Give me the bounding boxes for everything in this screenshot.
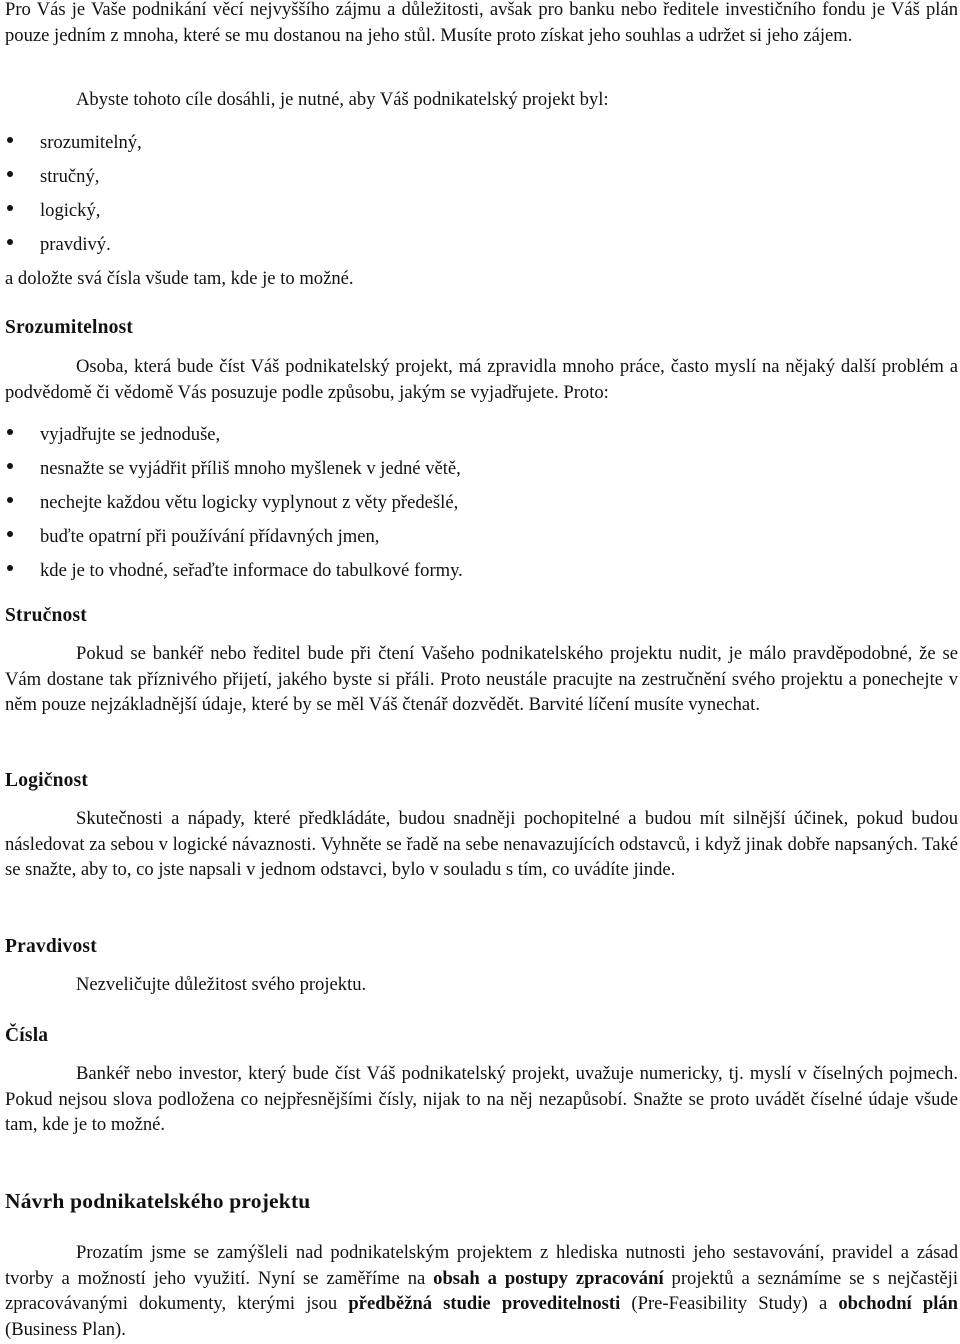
heading-srozumitelnost: Srozumitelnost [5,317,134,338]
navrh-text-2: projektů a seznámíme se s nejčastěji zpracovávanými dokumenty, kterými jsou [5,1267,958,1314]
navrh-bold-2: předběžná studie proveditelnosti [348,1293,621,1314]
navrh-text-3: (Pre-Feasibility Study) a [620,1293,839,1314]
list-item: logický, [0,194,142,228]
list-item: pravdivý. [0,228,142,262]
heading-strucnost: Stručnost [5,605,87,626]
heading-navrh: Návrh podnikatelského projektu [5,1189,311,1213]
navrh-bold-1: obsah a postupy zpracování [433,1267,664,1289]
logicnost-paragraph: Skutečnosti a nápady, které předkládáte, budou snadněji pochopitelné a budou mít silnější účinek, pokud budou následovat za sebou v logické návaznosti. Vyhněte se řadě na sebe nenavazujících odstavců, i když jinak dobře napsaných. Také se snažte, aby to, co jste napsali v jednom odstavci, bylo v souladu s tím, co uvádíte jinde. [5,808,958,880]
list-item: nechejte každou větu logicky vyplynout z věty předešlé, [0,486,463,520]
pravdivost-paragraph: Nezveličujte důležitost svého projektu. [76,974,367,995]
list-item: stručný, [0,160,142,194]
intro-bullet-list [0,126,142,262]
list-item: kde je to vhodné, seřaďte informace do tabulkové formy. [0,554,463,588]
cisla-paragraph: Bankéř nebo investor, který bude číst Váš podnikatelský projekt, uvažuje numericky, tj. myslí v číselných pojmech. Pokud nejsou slova podložena co nejpřesnějšími čísly, nijak to na něj nezapůsobí. Snažte se proto uvádět číselné údaje všude tam, kde je to možné. [5,1063,958,1135]
list-item: nesnažte se vyjádřit příliš mnoho myšlenek v jedné větě, [0,452,463,486]
navrh-paragraph [5,1240,958,1342]
intro-lead: Abyste tohoto cíle dosáhli, je nutné, aby Váš podnikatelský projekt byl: [76,89,609,110]
intro-tail: a doložte svá čísla všude tam, kde je to možné. [5,268,354,289]
srozumitelnost-bullet-list [0,418,463,588]
srozumitelnost-paragraph: Osoba, která bude číst Váš podnikatelský projekt, má zpravidla mnoho práce, často myslí na nějaký další problém a podvědomě či vědomě Vás posuzuje podle způsobu, jakým se vyjadřujete. Proto: [5,356,958,403]
navrh-text-4: (Business Plan). [5,1318,126,1340]
list-item: buďte opatrní při používání přídavných jmen, [0,520,463,554]
list-item: srozumitelný, [0,126,142,160]
navrh-text-1: Prozatím jsme se zamýšleli nad podnikatelským projektem z hlediska nutnosti jeho sestavování, pravidel a zásad tvorby a možností jeho využití. Nyní se zaměříme na [5,1242,958,1289]
heading-logicnost: Logičnost [5,770,89,791]
heading-cisla: Čísla [5,1025,49,1046]
list-item: vyjadřujte se jednoduše, [0,418,463,452]
strucnost-paragraph: Pokud se bankéř nebo ředitel bude při čtení Vašeho podnikatelského projektu nudit, je málo pravděpodobné, že se Vám dostane tak příznivého přijetí, jakého byste si přáli. Proto neustále pracujte na zestručnění svého projektu a ponechejte v něm pouze nejzákladnější údaje, které by se měl Váš čtenář dozvědět. Barvité líčení musíte vynechat. [5,643,958,715]
intro-paragraph: Pro Vás je Vaše podnikání věcí nejvyššího zájmu a důležitosti, avšak pro banku nebo ředitele investičního fondu je Váš plán pouze jedním z mnoha, které se mu dostanou na jeho stůl. Musíte proto získat jeho souhlas a udržet si jeho zájem. [5,0,958,46]
heading-pravdivost: Pravdivost [5,936,97,957]
navrh-bold-3: obchodní plán [838,1293,958,1314]
